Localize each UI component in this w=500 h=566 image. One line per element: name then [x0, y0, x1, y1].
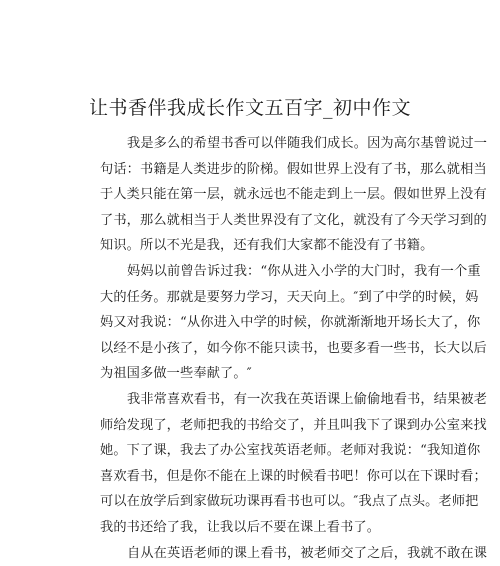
text-line: 自从在英语老师的课上看书，被老师交了之后，我就不敢在课: [127, 545, 488, 561]
text-line: 可以在放学后到家做玩功课再看书也可以。″我点了点头。老师把: [100, 494, 479, 510]
text-line: 喜欢看书，但是你不能在上课的时候看书吧！你可以在下课时看；: [100, 468, 487, 484]
paragraph-1: [100, 131, 488, 259]
document-body: [100, 131, 488, 566]
text-line: 句话：书籍是人类进步的阶梯。假如世界上没有了书，那么就相当: [100, 161, 487, 177]
text-line: 她。下了课，我去了办公室找英语老师。老师对我说：“我知道你: [100, 443, 481, 459]
text-line: 我非常喜欢看书，有一次我在英语课上偷偷地看书，结果被老: [127, 391, 488, 407]
text-line: 我的书还给了我，让我以后不要在课上看书了。: [100, 519, 381, 535]
text-line: 了书，那么就相当于人类世界没有了文化，就没有了今天学习到的: [100, 212, 487, 228]
text-line: 我是多么的希望书香可以伴随我们成长。因为高尔基曾说过一: [127, 136, 488, 151]
text-line: 以经不是小孩了，如今你不能只读书，也要多看一些书，长大以后: [100, 340, 487, 356]
text-line: 大的任务。那就是要努力学习，天天向上。″到了中学的时候，妈: [100, 289, 479, 305]
paragraph-4: [100, 541, 488, 566]
text-line: 为祖国多做一些奉献了。″: [100, 366, 252, 382]
text-line: 妈又对我说：“从你进入中学的时候，你就渐渐地开场长大了，你: [100, 315, 481, 331]
paragraph-2: [100, 259, 487, 387]
paragraph-3: [100, 387, 488, 541]
document-title: 让书香伴我成长作文五百字_初中作文: [88, 97, 411, 119]
text-line: 知识。所以不光是我，还有我们大家都不能没有了书籍。: [100, 238, 434, 254]
text-line: 于人类只能在第一层，就永远也不能走到上一层。假如世界上没有: [100, 187, 487, 203]
text-line: 妈妈以前曾告诉过我：“你从进入小学的大门时，我有一个重: [127, 263, 481, 279]
text-line: 师给发现了，老师把我的书给交了，并且叫我下了课到办公室来找: [100, 417, 487, 433]
